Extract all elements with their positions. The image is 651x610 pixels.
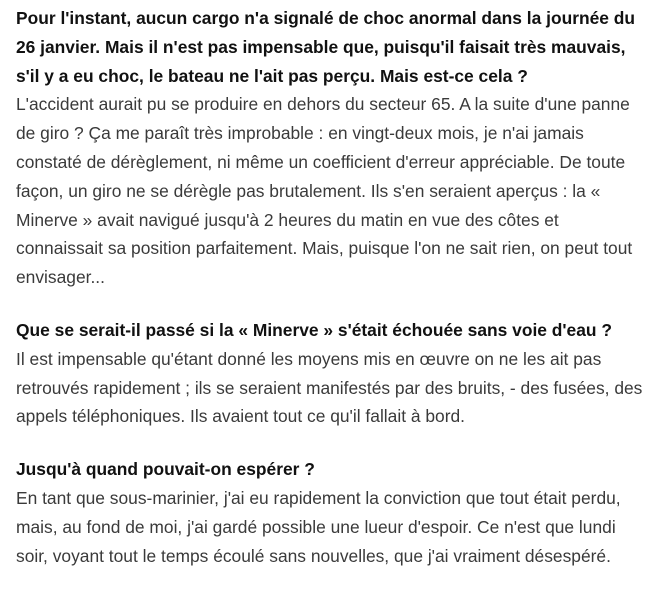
question-text: Pour l'instant, aucun cargo n'a signalé de choc anormal dans la journée du 26 janvier. Mais il n'est pas impensable que, puisqu'il faisait très mauvais, s'il y a eu choc, le bateau ne l'ait pas perçu. Mais est-ce cela ? [16,8,636,86]
qa-block [16,4,646,292]
article-body [16,4,646,570]
question-text: Jusqu'à quand pouvait-on espérer ? [16,459,315,480]
answer-text: L'accident aurait pu se produire en dehors du secteur 65. A la suite d'une panne de giro ? Ça me paraît très improbable : en vingt-deux mois, je n'ai jamais constaté de dérèglement, ni même un coefficient d'erreur appréciable. De toute façon, un giro ne se dérègle pas brutalement. Ils s'en seraient aperçus : la « Minerve » avait navigué jusqu'à 2 heures du matin en vue des côtes et connaissait sa position parfaitement. Mais, puisque l'on ne sait rien, on peut tout envisager... [16,94,633,288]
qa-block [16,316,646,431]
qa-block [16,455,646,570]
answer-text: En tant que sous-marinier, j'ai eu rapidement la conviction que tout était perdu, mais, au fond de moi, j'ai gardé possible une lueur d'espoir. Ce n'est que lundi soir, voyant tout le temps écoulé sans nouvelles, que j'ai vraiment désespéré. [16,487,621,566]
answer-text: Il est impensable qu'étant donné les moyens mis en œuvre on ne les ait pas retrouvés rapidement ; ils se seraient manifestés par des bruits, - des fusées, des appels téléphoniques. Ils avaient tout ce qu'il fallait à bord. [16,348,643,427]
question-text: Que se serait-il passé si la « Minerve » s'était échouée sans voie d'eau ? [16,319,612,340]
